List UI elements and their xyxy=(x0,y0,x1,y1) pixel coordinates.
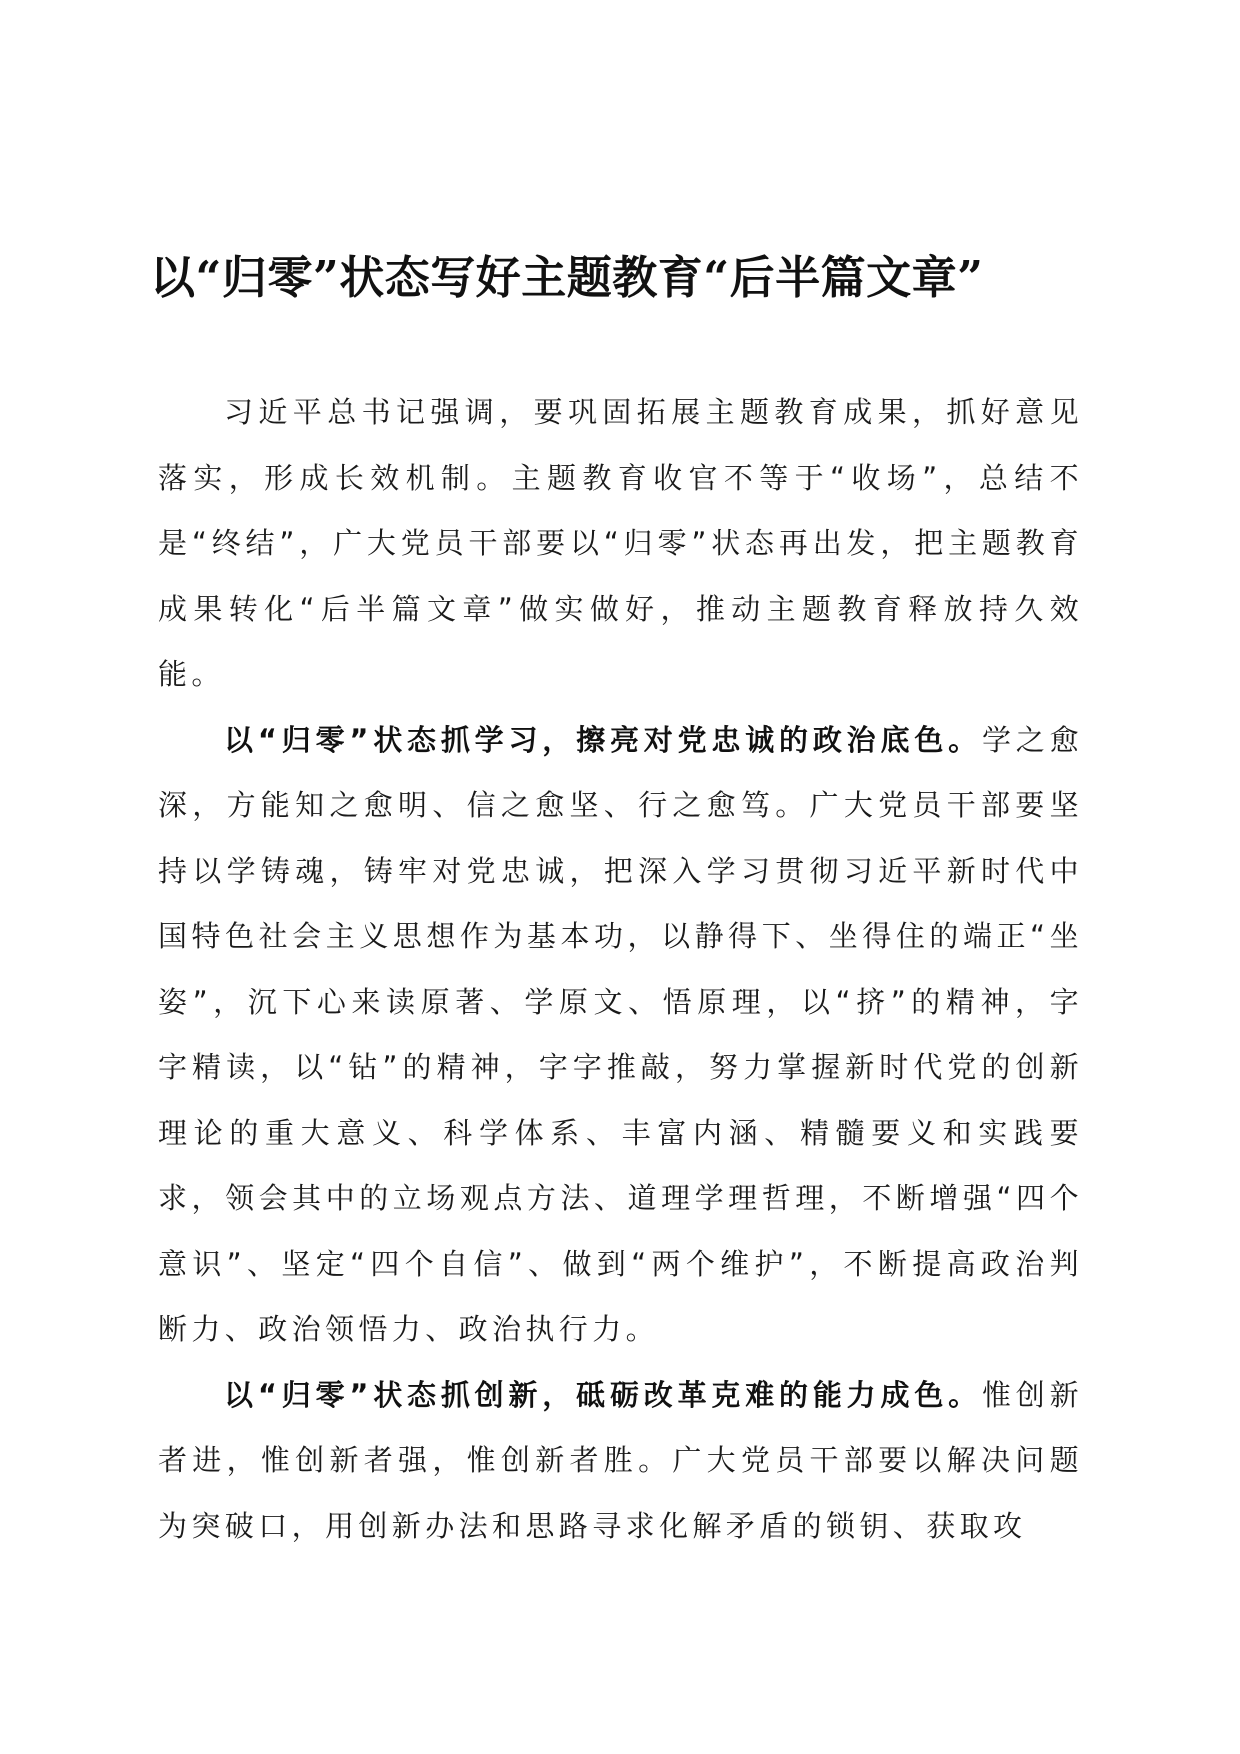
paragraph-intro xyxy=(158,380,1083,708)
paragraph-innovation xyxy=(158,1363,1083,1560)
document-title: 以“归零”状态写好主题教育“后半篇文章” xyxy=(150,251,984,304)
document-body xyxy=(158,380,1083,1559)
paragraph-text: 惟创新者进，惟创新者强，惟创新者胜。广大党员干部要以解决问题为突破口，用创新办法和思路寻求化解矛盾的锁钥、获取攻 xyxy=(158,1377,1083,1543)
paragraph-text: 习近平总书记强调，要巩固拓展主题教育成果，抓好意见落实，形成长效机制。主题教育收官不等于“收场”，总结不是“终结”，广大党员干部要以“归零”状态再出发，把主题教育成果转化“后半篇文章”做实做好，推动主题教育释放持久效能。 xyxy=(158,395,1083,691)
paragraph-text: 学之愈深，方能知之愈明、信之愈坚、行之愈笃。广大党员干部要坚持以学铸魂，铸牢对党忠诚，把深入学习贯彻习近平新时代中国特色社会主义思想作为基本功，以静得下、坐得住的端正“坐姿”，沉下心来读原著、学原文、悟原理，以“挤”的精神，字字精读，以“钻”的精神，字字推敲，努力掌握新时代党的创新理论的重大意义、科学体系、丰富内涵、精髓要义和实践要求，领会其中的立场观点方法、道理学理哲理，不断增强“四个意识”、坚定“四个自信”、做到“两个维护”，不断提高政治判断力、政治领悟力、政治执行力。 xyxy=(158,722,1083,1346)
paragraph-lead: 以“归零”状态抓学习，擦亮对党忠诚的政治底色。 xyxy=(224,722,982,757)
paragraph-lead: 以“归零”状态抓创新，砥砺改革克难的能力成色。 xyxy=(224,1377,982,1412)
paragraph-study xyxy=(158,708,1083,1363)
